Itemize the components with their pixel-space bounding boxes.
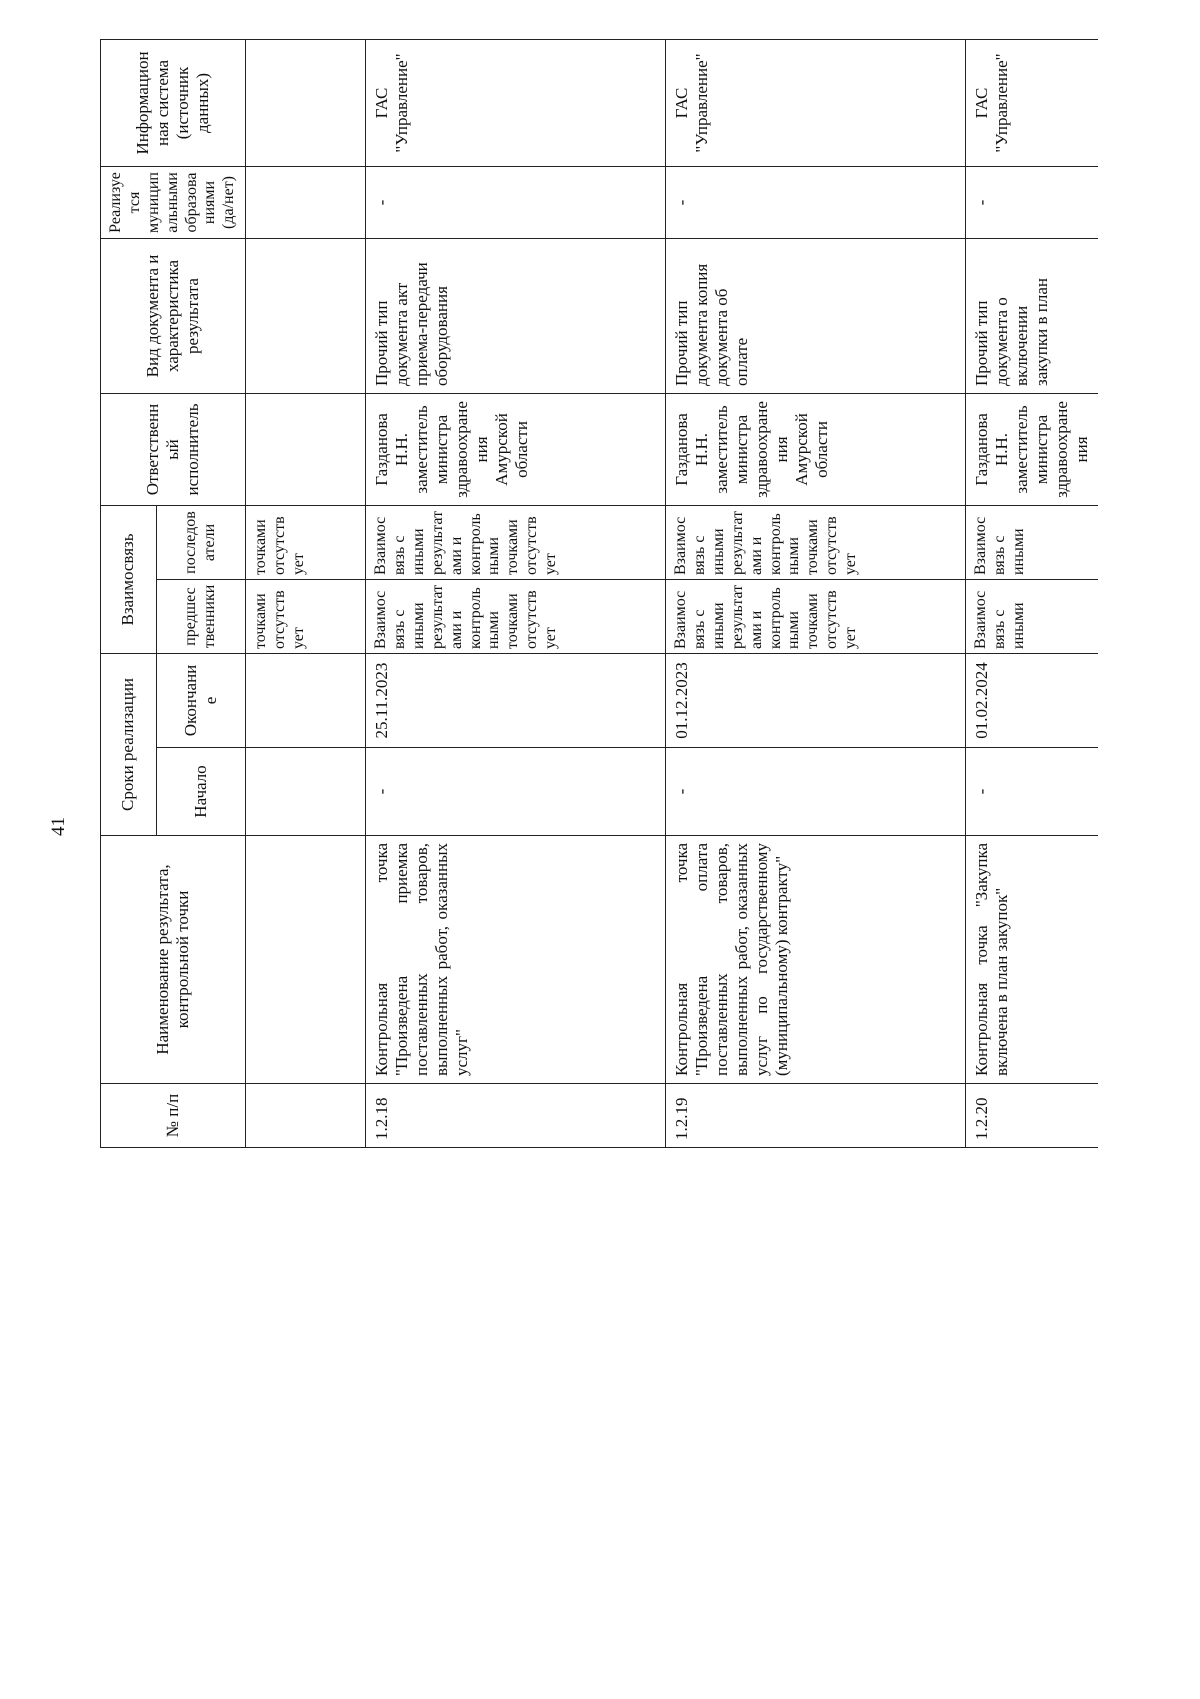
carry-over-row [246,39,366,1147]
row-succ: Взаимосвязь с иными результатами и контрольными точками отсутствует [666,505,966,579]
row-succ: Взаимосвязь с иными [966,505,1099,579]
header-succ: последователи [156,505,245,579]
plan-table [100,39,1098,1148]
header-resp: Ответственный исполнитель [101,393,246,505]
table-cell [246,238,366,393]
table-cell [246,654,366,748]
header-row-1 [101,39,157,1147]
header-name: Наименование результата, контрольной точки [101,836,246,1084]
row-name: Контрольная точка "Произведена оплата поставленных товаров, выполненных работ, оказанных услуг по государственному (муниципальному) контракту" [666,836,966,1084]
table-cell [246,748,366,836]
header-doc: Вид документа и характеристика результата [101,238,246,393]
table-row [366,39,666,1147]
row-muni: - [666,166,966,238]
row-info: ГАС "Управление" [966,39,1099,166]
row-num: 1.2.18 [366,1084,666,1148]
row-resp: Газданова Н.Н. заместитель министра здравоохранения [966,393,1099,505]
header-info: Информационная система (источник данных) [101,39,246,166]
header-muni: Реализуется муниципальными образованиями (да/нет) [101,166,246,238]
row-num: 1.2.20 [966,1084,1099,1148]
page-number: 41 [48,817,69,836]
row-doc: Прочий тип документа о включении закупки в план [966,238,1099,393]
header-link: Взаимосвязь [101,505,157,653]
row-muni: - [966,166,1099,238]
row-end: 01.12.2023 [666,654,966,748]
header-start: Начало [156,748,245,836]
carry-pred: точками отсутствует [246,580,366,654]
header-num: № п/п [101,1084,246,1148]
header-period: Сроки реализации [101,654,157,836]
row-resp: Газданова Н.Н. заместитель министра здравоохранения Амурской области [366,393,666,505]
row-start: - [966,748,1099,836]
row-name: Контрольная точка "Произведена приемка поставленных товаров, выполненных работ, оказанных услуг" [366,836,666,1084]
row-info: ГАС "Управление" [366,39,666,166]
row-end: 01.02.2024 [966,654,1099,748]
row-doc: Прочий тип документа акт приема-передачи оборудования [366,238,666,393]
row-resp: Газданова Н.Н. заместитель министра здравоохранения Амурской области [666,393,966,505]
row-num: 1.2.19 [666,1084,966,1148]
row-succ: Взаимосвязь с иными результатами и контрольными точками отсутствует [366,505,666,579]
row-start: - [366,748,666,836]
table-cell [246,836,366,1084]
table-cell [246,166,366,238]
header-end: Окончание [156,654,245,748]
row-pred: Взаимосвязь с иными результатами и контрольными точками отсутствует [366,580,666,654]
row-muni: - [366,166,666,238]
row-pred: Взаимосвязь с иными [966,580,1099,654]
table-cell [246,39,366,166]
row-doc: Прочий тип документа копия документа об оплате [666,238,966,393]
table-row [666,39,966,1147]
row-pred: Взаимосвязь с иными результатами и контрольными точками отсутствует [666,580,966,654]
table-cell [246,393,366,505]
row-start: - [666,748,966,836]
carry-succ: точками отсутствует [246,505,366,579]
row-end: 25.11.2023 [366,654,666,748]
rotated-table-container [100,40,1160,1148]
table-cell [246,1084,366,1148]
row-name: Контрольная точка "Закупка включена в план закупок" [966,836,1099,1084]
row-info: ГАС "Управление" [666,39,966,166]
header-pred: предшественники [156,580,245,654]
table-row [966,39,1099,1147]
